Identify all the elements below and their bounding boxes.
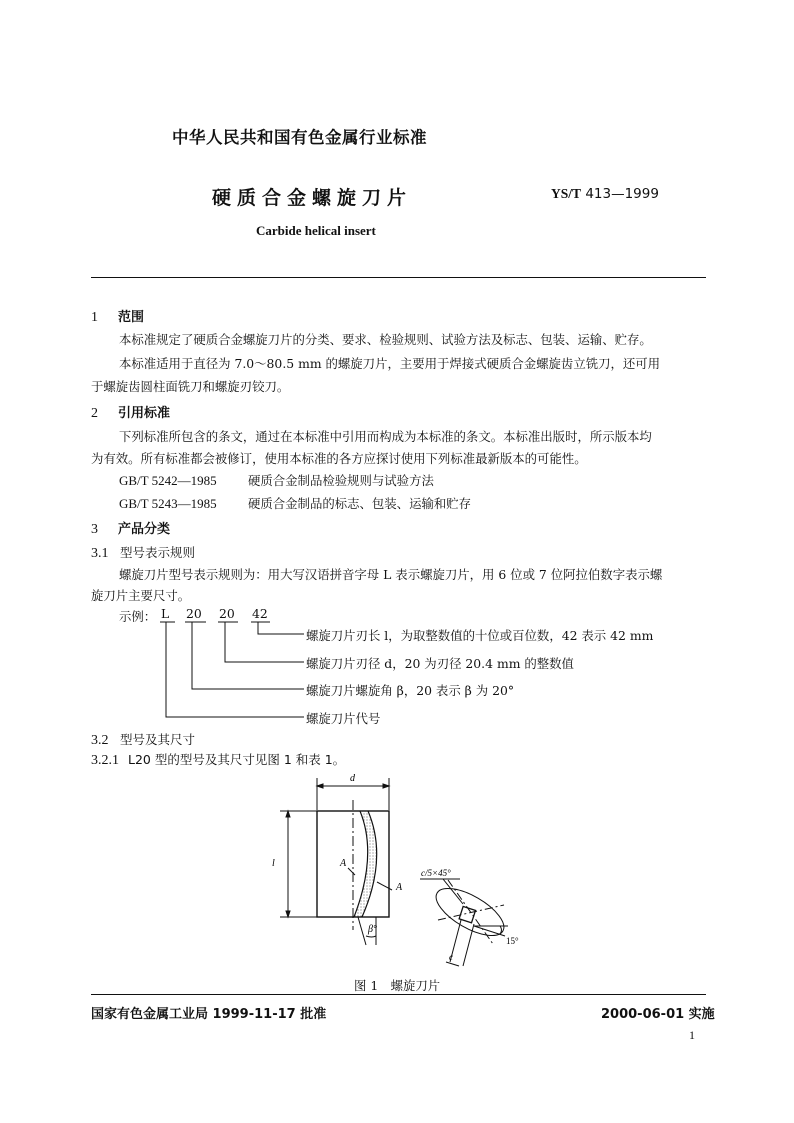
subsection-3-1-para-line-2: 旋刀片主要尺寸。 [91,588,191,603]
annotation-helix-angle: 螺旋刀片螺旋角 β，20 表示 β 为 20° [306,683,515,698]
section-number: 3 [91,522,98,537]
dimension-c-label: c [449,952,453,962]
figure-caption: 图 1 螺旋刀片 [354,978,441,993]
page-number: 1 [689,1028,695,1042]
angle-15-label: 15° [506,936,519,946]
section-a-label-left: A [340,858,347,869]
reference-code: GB/T 5243—1985 [119,496,217,511]
section-number: 2 [91,406,98,421]
section-title: 产品分类 [118,522,171,537]
subsection-number: 3.1 [91,546,109,561]
dimension-d-label: d [350,773,355,784]
helix-angle-label: β° [368,924,377,935]
standard-code-number: 413—1999 [585,186,659,202]
approval-date: 国家有色金属工业局 1999-11-17 批准 [91,1007,327,1022]
subsection-title: 型号及其尺寸 [120,732,196,747]
section-title: 范围 [118,310,145,325]
example-part-length: 42 [252,606,268,621]
section-number: 1 [91,310,98,325]
section-2-para-line-1: 下列标准所包含的条文，通过在本标准中引用而构成为本标准的条文。本标准出版时，所示版本均 [119,429,652,444]
chamfer-label: c/5×45° [421,868,451,878]
document-title: 硬质合金螺旋刀片 [212,187,413,209]
section-title: 引用标准 [118,406,171,421]
annotation-diameter: 螺旋刀片刃径 d，20 为刃径 20.4 mm 的整数值 [306,656,574,671]
english-title: Carbide helical insert [256,223,376,238]
subsection-title: 型号表示规则 [120,545,196,560]
standard-code-prefix: YS/T [551,186,582,201]
reference-code: GB/T 5242—1985 [119,473,217,488]
section-1-para-2-line-1: 本标准适用于直径为 7.0～80.5 mm 的螺旋刀片，主要用于焊接式硬质合金螺旋齿立铣刀，还可用 [119,356,661,371]
annotation-length: 螺旋刀片刃长 l，为取整数值的十位或百位数，42 表示 42 mm [306,628,654,643]
subsection-number: 3.2.1 [91,753,119,768]
dimension-l-label: l [272,858,275,869]
example-part-helix: 20 [186,606,202,621]
section-1-para-2-line-2: 于螺旋齿圆柱面铣刀和螺旋刃铰刀。 [91,379,290,394]
reference-title: 硬质合金制品检验规则与试验方法 [248,473,434,488]
effective-date: 2000-06-01 实施 [601,1007,715,1022]
section-a-label-right: A [396,882,403,893]
header-org: 中华人民共和国有色金属行业标准 [172,128,427,147]
example-part-diameter: 20 [219,606,235,621]
annotation-code: 螺旋刀片代号 [306,711,381,726]
reference-title: 硬质合金制品的标志、包装、运输和贮存 [248,496,472,511]
example-part-code: L [161,606,170,621]
subsection-3-1-para-line-1: 螺旋刀片型号表示规则为：用大写汉语拼音字母 L 表示螺旋刀片，用 6 位或 7 位阿拉伯数字表示螺 [119,567,663,582]
example-label: 示例： [119,609,157,624]
subsection-number: 3.2 [91,733,109,748]
section-1-para-1: 本标准规定了硬质合金螺旋刀片的分类、要求、检验规则、试验方法及标志、包装、运输、贮存。 [119,332,652,347]
section-2-para-line-2: 为有效。所有标准都会被修订，使用本标准的各方应探讨使用下列标准最新版本的可能性。 [91,451,587,466]
subsection-text: L20 型的型号及其尺寸见图 1 和表 1。 [128,752,346,767]
footer-rule [91,994,706,995]
